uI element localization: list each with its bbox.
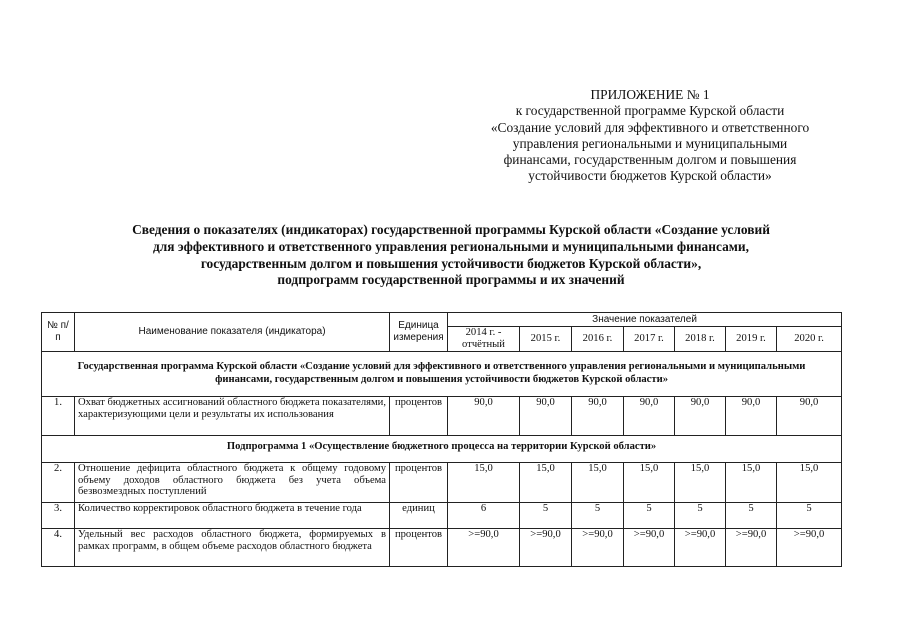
value-2018: 5	[675, 503, 726, 529]
year-2020: 2020 г.	[777, 327, 842, 352]
value-2017: 15,0	[624, 463, 675, 503]
value-2020: 90,0	[777, 397, 842, 436]
value-2016: 90,0	[572, 397, 624, 436]
value-2020: 5	[777, 503, 842, 529]
value-2014: 90,0	[448, 397, 520, 436]
subprogram-1-title: Подпрограмма 1 «Осуществление бюджетного процесса на территории Курской области»	[42, 436, 842, 463]
value-2019: 90,0	[726, 397, 777, 436]
header-values-group: Значение показателей	[448, 313, 842, 327]
table-header-row	[42, 313, 842, 327]
header-name: Наименование показателя (индикатора)	[75, 313, 390, 352]
row-number: 3.	[42, 503, 75, 529]
header-num: № п/п	[42, 313, 75, 352]
table-row	[42, 463, 842, 503]
indicator-name: Удельный вес расходов областного бюджета, формируемых в рамках программ, в общем объеме расходов областного бюджета	[75, 529, 390, 567]
value-2014: 15,0	[448, 463, 520, 503]
value-2015: 5	[520, 503, 572, 529]
year-2016: 2016 г.	[572, 327, 624, 352]
indicators-table	[41, 312, 842, 567]
indicator-unit: процентов	[390, 463, 448, 503]
indicator-unit: процентов	[390, 397, 448, 436]
annex-line-1: к государственной программе Курской области	[515, 103, 785, 119]
annex-line-5: устойчивости бюджетов Курской области»	[528, 168, 772, 184]
value-2017: 5	[624, 503, 675, 529]
title-line-4: подпрограмм государственной программы и их значений	[277, 272, 625, 288]
annex-line-2: «Создание условий для эффективного и ответственного	[490, 119, 810, 135]
indicator-name: Отношение дефицита областного бюджета к общему годовому объему доходов областного бюджета без учета объема безвозмездных поступлений	[75, 463, 390, 503]
value-2019: 5	[726, 503, 777, 529]
value-2018: >=90,0	[675, 529, 726, 567]
indicator-name: Охват бюджетных ассигнований областного бюджета показателями, характеризующими цели и результаты их использования	[75, 397, 390, 436]
year-2014: 2014 г. - отчётный	[448, 327, 520, 352]
row-number: 2.	[42, 463, 75, 503]
annex-heading: ПРИЛОЖЕНИЕ № 1	[590, 87, 710, 102]
year-2017: 2017 г.	[624, 327, 675, 352]
value-2016: 5	[572, 503, 624, 529]
year-2019: 2019 г.	[726, 327, 777, 352]
subprogram-row	[42, 436, 842, 463]
value-2014: 6	[448, 503, 520, 529]
value-2018: 90,0	[675, 397, 726, 436]
value-2020: 15,0	[777, 463, 842, 503]
section-row-program	[42, 352, 842, 397]
row-number: 1.	[42, 397, 75, 436]
header-unit: Единица измерения	[390, 313, 448, 352]
table-row	[42, 529, 842, 567]
value-2016: >=90,0	[572, 529, 624, 567]
value-2015: 90,0	[520, 397, 572, 436]
value-2017: >=90,0	[624, 529, 675, 567]
annex-header	[440, 87, 860, 185]
annex-line-4: финансами, государственным долгом и повышения	[503, 152, 797, 168]
value-2015: >=90,0	[520, 529, 572, 567]
row-number: 4.	[42, 529, 75, 567]
table-row	[42, 397, 842, 436]
value-2020: >=90,0	[777, 529, 842, 567]
value-2018: 15,0	[675, 463, 726, 503]
value-2015: 15,0	[520, 463, 572, 503]
annex-line-3: управления региональными и муниципальными	[512, 135, 788, 151]
indicator-unit: единиц	[390, 503, 448, 529]
value-2019: 15,0	[726, 463, 777, 503]
indicator-name: Количество корректировок областного бюджета в течение года	[75, 503, 390, 529]
title-line-1: Сведения о показателях (индикаторах) государственной программы Курской области «Создание условий	[132, 222, 770, 237]
table-row	[42, 503, 842, 529]
indicator-unit: процентов	[390, 529, 448, 567]
value-2017: 90,0	[624, 397, 675, 436]
document-title	[62, 222, 840, 289]
section-program-title: Государственная программа Курской области «Создание условий для эффективного и ответственного управления региональными и муниципальными финансами, государственным долгом и повышения устойчивости бюджетов Курской области»	[42, 352, 842, 397]
title-line-2: для эффективного и ответственного управления региональными и муниципальными финансами,	[153, 238, 749, 254]
value-2014: >=90,0	[448, 529, 520, 567]
value-2016: 15,0	[572, 463, 624, 503]
year-2018: 2018 г.	[675, 327, 726, 352]
value-2019: >=90,0	[726, 529, 777, 567]
title-line-3: государственным долгом и повышения устойчивости бюджетов Курской области»,	[200, 255, 702, 271]
year-2015: 2015 г.	[520, 327, 572, 352]
